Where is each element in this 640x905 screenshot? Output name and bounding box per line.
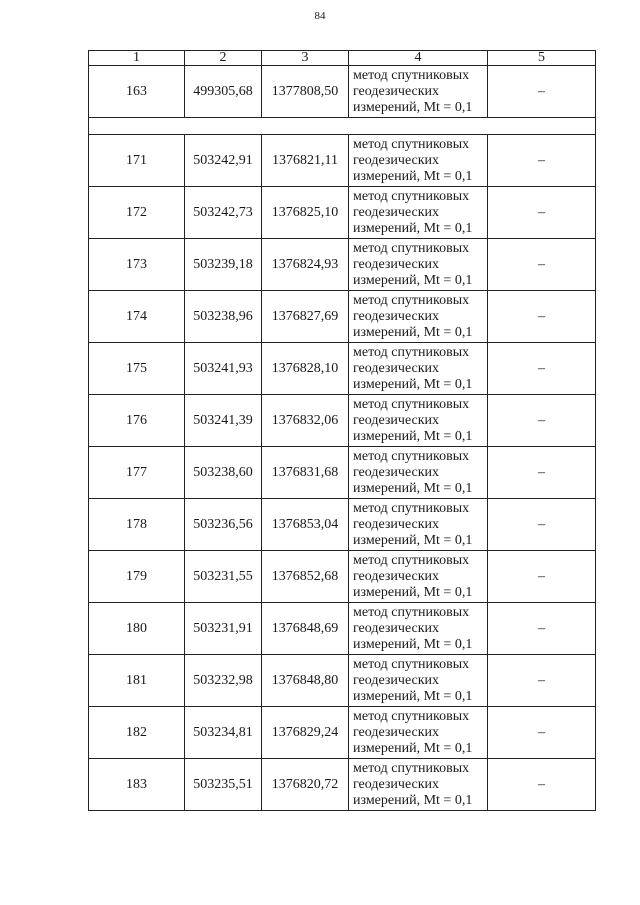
coord-x: 503238,60: [185, 447, 262, 499]
coord-y: 1376831,68: [262, 447, 349, 499]
method-line-3: измерений, Mt = 0,1: [353, 532, 473, 548]
method-line-1: метод спутниковых: [353, 604, 470, 620]
table-row: [89, 343, 596, 395]
col5-value: –: [488, 291, 596, 343]
col5-value: –: [488, 603, 596, 655]
coord-x: 503241,93: [185, 343, 262, 395]
point-number: 176: [89, 395, 185, 447]
col5-value: –: [488, 135, 596, 187]
col5-value: –: [488, 447, 596, 499]
method-line-1: метод спутниковых: [353, 708, 470, 724]
coord-x: 503236,56: [185, 499, 262, 551]
table-row: [89, 447, 596, 499]
separator-cell: [89, 118, 596, 135]
coord-y: 1376832,06: [262, 395, 349, 447]
col5-value: –: [488, 395, 596, 447]
coord-y: 1376852,68: [262, 551, 349, 603]
method-line-3: измерений, Mt = 0,1: [353, 480, 473, 496]
col5-value: –: [488, 707, 596, 759]
method-line-3: измерений, Mt = 0,1: [353, 636, 473, 652]
method-line-2: геодезических: [353, 412, 440, 428]
table-row: [89, 499, 596, 551]
method-line-2: геодезических: [353, 204, 440, 220]
method-cell: [349, 759, 488, 811]
method-line-1: метод спутниковых: [353, 396, 470, 412]
coord-x: 503234,81: [185, 707, 262, 759]
col5-value: –: [488, 187, 596, 239]
coordinates-table: [88, 50, 596, 811]
coord-x: 503231,91: [185, 603, 262, 655]
method-cell: [349, 343, 488, 395]
point-number: 177: [89, 447, 185, 499]
method-line-1: метод спутниковых: [353, 188, 470, 204]
point-number: 175: [89, 343, 185, 395]
method-line-3: измерений, Mt = 0,1: [353, 428, 473, 444]
method-cell: [349, 551, 488, 603]
coord-y: 1376828,10: [262, 343, 349, 395]
point-number: 181: [89, 655, 185, 707]
col5-value: –: [488, 551, 596, 603]
table-row: [89, 395, 596, 447]
coord-x: 503238,96: [185, 291, 262, 343]
method-cell: [349, 655, 488, 707]
header-col-3: 3: [262, 51, 349, 66]
table-row: [89, 187, 596, 239]
coord-y: 1376853,04: [262, 499, 349, 551]
method-line-1: метод спутниковых: [353, 500, 470, 516]
point-number: 172: [89, 187, 185, 239]
method-line-1: метод спутниковых: [353, 344, 470, 360]
method-line-3: измерений, Mt = 0,1: [353, 220, 473, 236]
point-number: 183: [89, 759, 185, 811]
method-line-3: измерений, Mt = 0,1: [353, 168, 473, 184]
method-cell: [349, 135, 488, 187]
col5-value: –: [488, 343, 596, 395]
table-row: [89, 291, 596, 343]
method-line-1: метод спутниковых: [353, 552, 470, 568]
coord-y: 1376848,80: [262, 655, 349, 707]
table-row: [89, 135, 596, 187]
method-line-1: метод спутниковых: [353, 136, 470, 152]
point-number: 182: [89, 707, 185, 759]
method-cell: [349, 187, 488, 239]
method-line-1: метод спутниковых: [353, 67, 470, 83]
method-line-2: геодезических: [353, 620, 440, 636]
method-line-3: измерений, Mt = 0,1: [353, 584, 473, 600]
method-line-2: геодезических: [353, 464, 440, 480]
table-row: [89, 551, 596, 603]
table-row: [89, 707, 596, 759]
method-line-1: метод спутниковых: [353, 656, 470, 672]
table-row: [89, 759, 596, 811]
method-line-2: геодезических: [353, 776, 440, 792]
coord-y: 1376829,24: [262, 707, 349, 759]
coord-x: 503241,39: [185, 395, 262, 447]
method-cell: [349, 447, 488, 499]
coord-y: 1376827,69: [262, 291, 349, 343]
table-header-row: [89, 51, 596, 66]
method-line-3: измерений, Mt = 0,1: [353, 376, 473, 392]
method-cell: [349, 499, 488, 551]
method-line-3: измерений, Mt = 0,1: [353, 99, 473, 115]
point-number: 179: [89, 551, 185, 603]
table-row: [89, 655, 596, 707]
col5-value: –: [488, 499, 596, 551]
header-col-5: 5: [488, 51, 596, 66]
point-number: 180: [89, 603, 185, 655]
coord-y: 1376820,72: [262, 759, 349, 811]
method-cell: [349, 239, 488, 291]
method-line-3: измерений, Mt = 0,1: [353, 688, 473, 704]
separator-row: [89, 118, 596, 135]
coord-x: 503242,91: [185, 135, 262, 187]
table-row: [89, 239, 596, 291]
method-line-3: измерений, Mt = 0,1: [353, 740, 473, 756]
col5-value: –: [488, 759, 596, 811]
method-line-1: метод спутниковых: [353, 240, 470, 256]
header-col-1: 1: [89, 51, 185, 66]
point-number: 174: [89, 291, 185, 343]
coord-y: 1376825,10: [262, 187, 349, 239]
coord-y: 1376824,93: [262, 239, 349, 291]
coord-y: 1377808,50: [262, 66, 349, 118]
header-col-4: 4: [349, 51, 488, 66]
method-line-3: измерений, Mt = 0,1: [353, 324, 473, 340]
method-line-2: геодезических: [353, 516, 440, 532]
method-line-1: метод спутниковых: [353, 760, 470, 776]
coord-x: 503242,73: [185, 187, 262, 239]
method-cell: [349, 66, 488, 118]
method-line-3: измерений, Mt = 0,1: [353, 272, 473, 288]
coord-y: 1376821,11: [262, 135, 349, 187]
method-line-2: геодезических: [353, 672, 440, 688]
method-cell: [349, 395, 488, 447]
method-line-2: геодезических: [353, 83, 440, 99]
page-number: 84: [314, 10, 326, 22]
col5-value: –: [488, 66, 596, 118]
coord-x: 499305,68: [185, 66, 262, 118]
coord-x: 503231,55: [185, 551, 262, 603]
coord-x: 503235,51: [185, 759, 262, 811]
method-line-1: метод спутниковых: [353, 292, 470, 308]
method-line-2: геодезических: [353, 152, 440, 168]
method-line-2: геодезических: [353, 360, 440, 376]
method-cell: [349, 291, 488, 343]
point-number: 171: [89, 135, 185, 187]
header-col-2: 2: [185, 51, 262, 66]
table-row: [89, 66, 596, 118]
method-line-3: измерений, Mt = 0,1: [353, 792, 473, 808]
col5-value: –: [488, 655, 596, 707]
method-line-1: метод спутниковых: [353, 448, 470, 464]
point-number: 163: [89, 66, 185, 118]
point-number: 173: [89, 239, 185, 291]
method-line-2: геодезических: [353, 724, 440, 740]
table-row: [89, 603, 596, 655]
col5-value: –: [488, 239, 596, 291]
method-line-2: геодезических: [353, 308, 440, 324]
method-line-2: геодезических: [353, 256, 440, 272]
method-cell: [349, 707, 488, 759]
coord-y: 1376848,69: [262, 603, 349, 655]
coord-x: 503232,98: [185, 655, 262, 707]
point-number: 178: [89, 499, 185, 551]
coord-x: 503239,18: [185, 239, 262, 291]
method-line-2: геодезических: [353, 568, 440, 584]
method-cell: [349, 603, 488, 655]
